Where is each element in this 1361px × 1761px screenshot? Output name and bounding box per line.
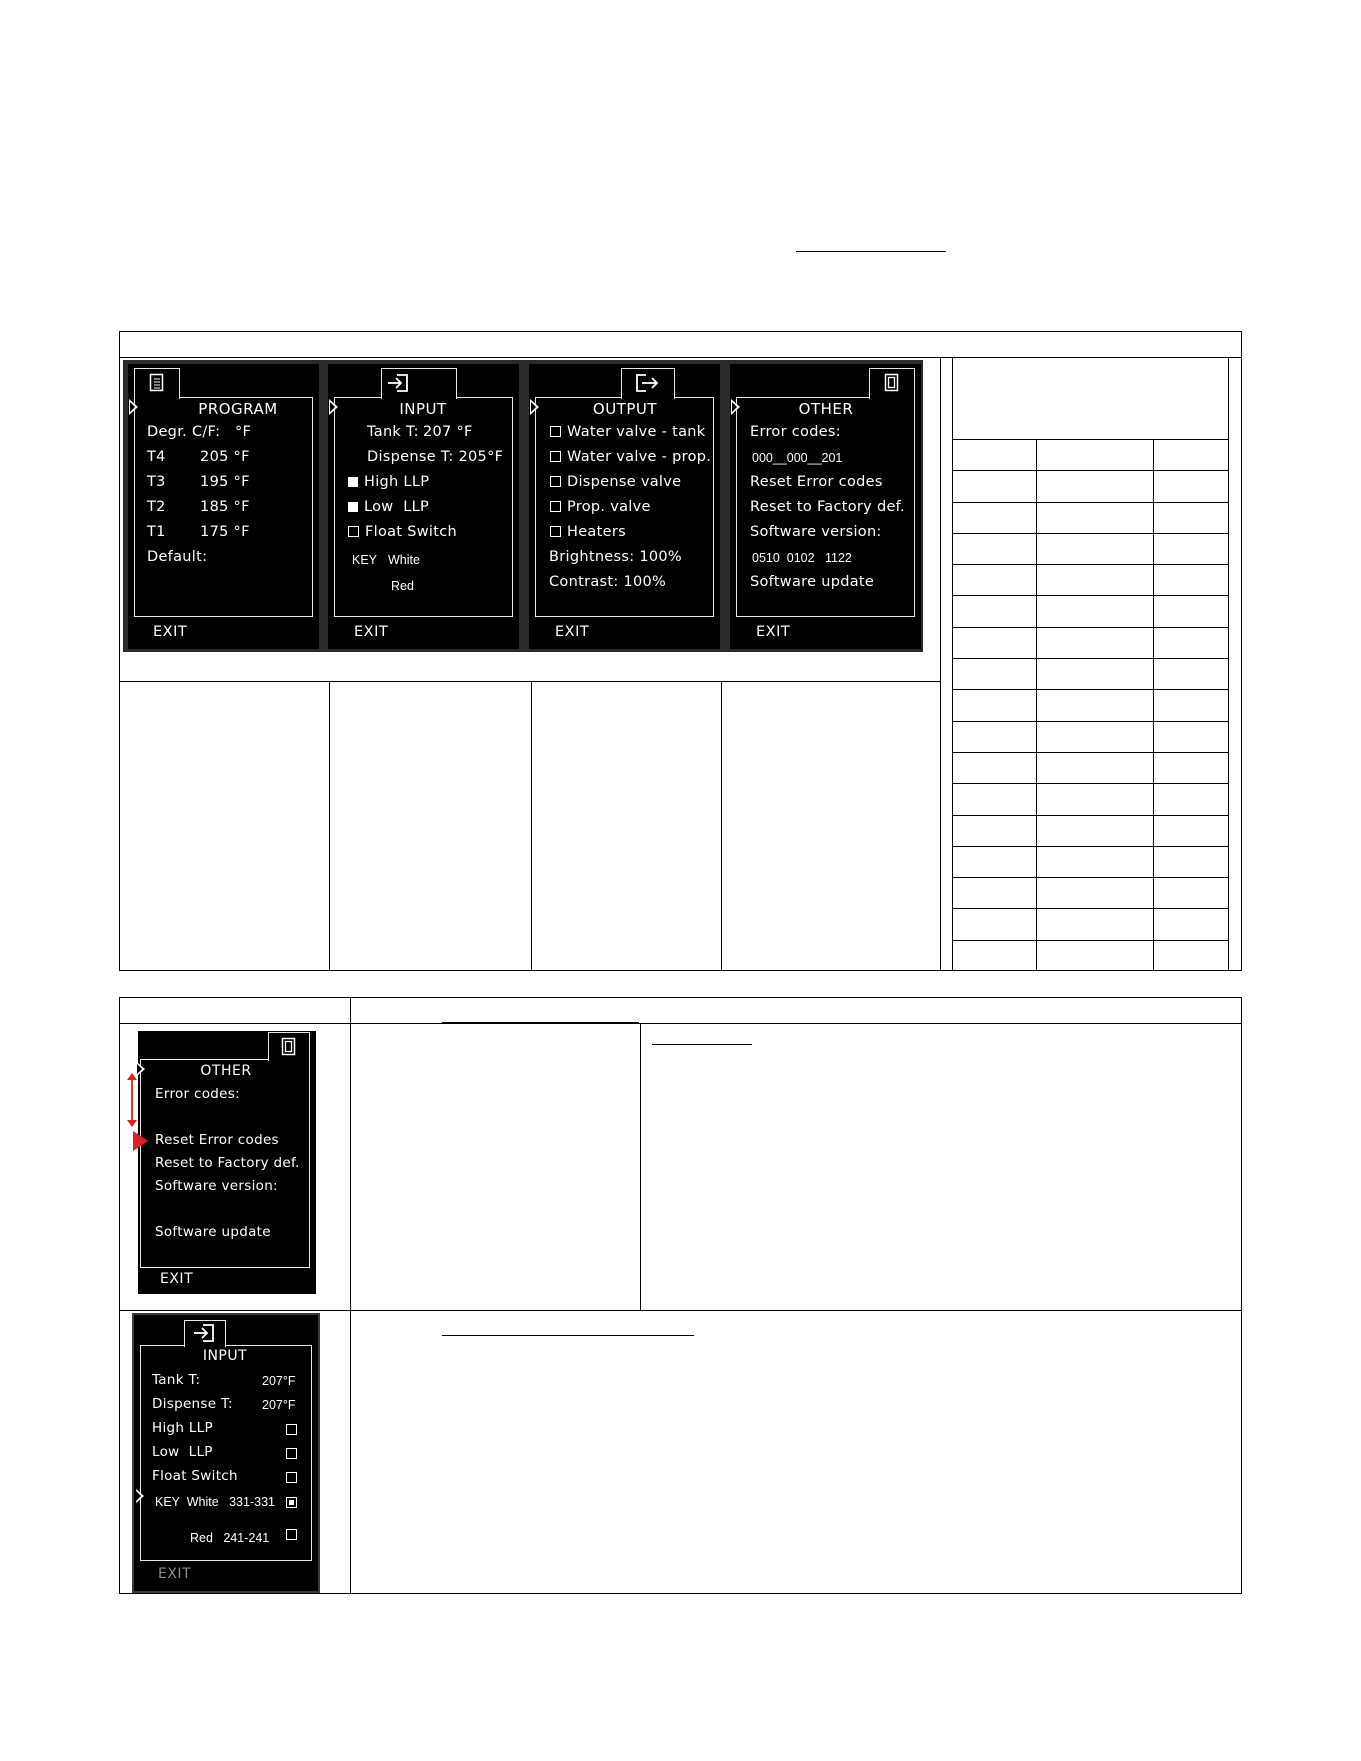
output-item[interactable] xyxy=(550,499,651,515)
device-icon xyxy=(884,373,900,393)
low-llp-row[interactable] xyxy=(348,499,429,515)
output-screen xyxy=(529,364,720,649)
reset-error-codes[interactable]: Reset Error codes xyxy=(155,1132,279,1148)
exit-button[interactable]: EXIT xyxy=(555,624,590,640)
program-title: PROGRAM xyxy=(198,400,278,418)
code-table-row-rule xyxy=(952,783,1229,784)
detail-input-screen xyxy=(132,1313,320,1593)
code-table-row-rule xyxy=(952,595,1229,596)
high-llp-row[interactable] xyxy=(348,474,429,490)
tank-temp-value: 207 °F xyxy=(423,424,473,440)
code-table-row-rule xyxy=(952,908,1229,909)
output-item-label: Dispense valve xyxy=(567,474,682,490)
checkbox-checked-icon[interactable] xyxy=(286,1497,297,1508)
exit-button[interactable]: EXIT xyxy=(158,1566,192,1582)
checkbox-filled-icon xyxy=(348,477,358,487)
checkbox-icon xyxy=(550,426,561,437)
selection-pointer-icon xyxy=(132,1130,150,1152)
login-arrow-icon xyxy=(192,1323,216,1343)
exit-button[interactable]: EXIT xyxy=(160,1271,194,1287)
code-table-row-rule xyxy=(952,533,1229,534)
checkbox-icon xyxy=(550,526,561,537)
detail-subcol-rule xyxy=(640,1023,641,1310)
checkbox-icon[interactable] xyxy=(286,1424,297,1435)
software-version-label[interactable]: Software version: xyxy=(155,1178,278,1194)
low-llp-label[interactable]: Low LLP xyxy=(152,1444,213,1460)
error-codes-value: 000__000__201 xyxy=(752,451,843,465)
table1-col-rule xyxy=(531,681,532,971)
detail-header-rule xyxy=(119,1023,1242,1024)
code-table-row-rule xyxy=(952,940,1229,941)
program-line[interactable]: T4 205 °F xyxy=(147,449,250,465)
detail-input-title: INPUT xyxy=(202,1348,248,1364)
checkbox-icon[interactable] xyxy=(286,1529,297,1540)
key-white-row[interactable]: KEY White 331-331 xyxy=(155,1495,275,1509)
code-table-row-rule xyxy=(952,470,1229,471)
detail-other-screen xyxy=(138,1031,316,1294)
table1-divider xyxy=(940,357,941,971)
code-table xyxy=(952,357,1229,971)
key-label: KEY xyxy=(352,553,378,567)
checkbox-icon xyxy=(550,451,561,462)
dispense-temp-value: 207°F xyxy=(262,1398,296,1412)
cursor-icon xyxy=(136,1489,144,1503)
code-table-row-rule xyxy=(952,846,1229,847)
code-table-col-rule xyxy=(1153,439,1154,971)
code-table-col-rule xyxy=(1036,439,1037,971)
logout-arrow-icon xyxy=(635,373,661,393)
output-item-label: Heaters xyxy=(567,524,626,540)
key-white-label: White xyxy=(388,553,420,567)
high-llp-label: High LLP xyxy=(364,474,430,490)
error-codes-label[interactable]: Error codes: xyxy=(750,424,841,440)
float-switch-label[interactable]: Float Switch xyxy=(152,1468,238,1484)
other-screen xyxy=(730,364,921,649)
scroll-updown-icon xyxy=(125,1072,139,1128)
checkbox-icon xyxy=(550,476,561,487)
table1-col-rule xyxy=(329,681,330,971)
detail-col-rule xyxy=(350,997,351,1594)
underline-3 xyxy=(442,1335,694,1336)
cursor-icon xyxy=(129,399,138,415)
code-table-row-rule xyxy=(952,721,1229,722)
tank-temp-value: 207°F xyxy=(262,1374,296,1388)
program-line[interactable]: T2 185 °F xyxy=(147,499,250,515)
reset-error-codes[interactable]: Reset Error codes xyxy=(750,474,883,490)
output-item-label: Water valve - prop. xyxy=(567,449,712,465)
tank-temp-label[interactable]: Tank T: xyxy=(367,424,419,440)
dispense-temp-label[interactable]: Dispense T: xyxy=(152,1396,233,1412)
cursor-icon xyxy=(138,1063,145,1075)
checkbox-icon[interactable] xyxy=(286,1472,297,1483)
software-version-value: 0510 0102 1122 xyxy=(752,551,852,565)
table1-screens-rule xyxy=(119,681,941,682)
exit-button[interactable]: EXIT xyxy=(354,624,389,640)
output-item[interactable] xyxy=(550,449,711,465)
key-red-row[interactable]: Red 241-241 xyxy=(190,1531,270,1545)
underline-2 xyxy=(652,1044,752,1045)
cursor-icon xyxy=(530,399,539,415)
input-screen xyxy=(328,364,519,649)
input-title: INPUT xyxy=(399,400,447,418)
program-line[interactable]: T1 175 °F xyxy=(147,524,250,540)
software-version-label[interactable]: Software version: xyxy=(750,524,882,540)
code-table-row-rule xyxy=(952,564,1229,565)
program-screen xyxy=(128,364,319,649)
code-table-row-rule xyxy=(952,689,1229,690)
exit-button[interactable]: EXIT xyxy=(756,624,791,640)
float-switch-row[interactable] xyxy=(348,524,457,540)
checkbox-icon xyxy=(550,501,561,512)
reset-factory-default[interactable]: Reset to Factory def. xyxy=(155,1155,300,1171)
code-table-header-rule xyxy=(952,439,1229,440)
high-llp-label[interactable]: High LLP xyxy=(152,1420,213,1436)
code-table-row-rule xyxy=(952,752,1229,753)
code-table-row-rule xyxy=(952,815,1229,816)
software-update[interactable]: Software update xyxy=(750,574,875,590)
table1-col-rule xyxy=(721,681,722,971)
output-title: OUTPUT xyxy=(592,400,658,418)
output-item[interactable] xyxy=(550,524,626,540)
code-table-row-rule xyxy=(952,627,1229,628)
code-table-row-rule xyxy=(952,502,1229,503)
error-codes-label[interactable]: Error codes: xyxy=(155,1086,240,1102)
detail-row-rule xyxy=(119,1310,1242,1311)
login-arrow-icon xyxy=(386,373,410,393)
contrast-setting[interactable]: Contrast: 100% xyxy=(549,574,667,590)
output-item-label: Water valve - tank xyxy=(567,424,706,440)
program-line[interactable]: Degr. C/F: °F xyxy=(147,424,252,440)
tank-temp-label[interactable]: Tank T: xyxy=(152,1372,201,1388)
key-red-label: Red xyxy=(391,579,414,593)
detail-other-title: OTHER xyxy=(200,1063,252,1079)
cursor-icon xyxy=(731,399,740,415)
checkbox-icon xyxy=(348,526,359,537)
checkbox-filled-icon xyxy=(348,502,358,512)
code-table-row-rule xyxy=(952,877,1229,878)
reset-factory-default[interactable]: Reset to Factory def. xyxy=(750,499,905,515)
output-item-label: Prop. valve xyxy=(567,499,651,515)
low-llp-label: Low LLP xyxy=(364,499,430,515)
dispense-temp[interactable]: Dispense T: 205°F xyxy=(367,449,504,465)
code-table-row-rule xyxy=(952,658,1229,659)
program-line[interactable]: Default: xyxy=(147,549,208,565)
header-underline xyxy=(796,251,946,252)
device-icon xyxy=(281,1037,297,1057)
underline-1 xyxy=(442,1022,639,1023)
output-item[interactable] xyxy=(550,424,705,440)
exit-button[interactable]: EXIT xyxy=(153,624,188,640)
brightness-setting[interactable]: Brightness: 100% xyxy=(549,549,682,565)
cursor-icon xyxy=(329,399,338,415)
software-update[interactable]: Software update xyxy=(155,1224,271,1240)
output-item[interactable] xyxy=(550,474,681,490)
float-switch-label: Float Switch xyxy=(365,524,457,540)
program-line[interactable]: T3 195 °F xyxy=(147,474,250,490)
checkbox-icon[interactable] xyxy=(286,1448,297,1459)
other-title: OTHER xyxy=(798,400,854,418)
document-list-icon xyxy=(149,373,165,393)
